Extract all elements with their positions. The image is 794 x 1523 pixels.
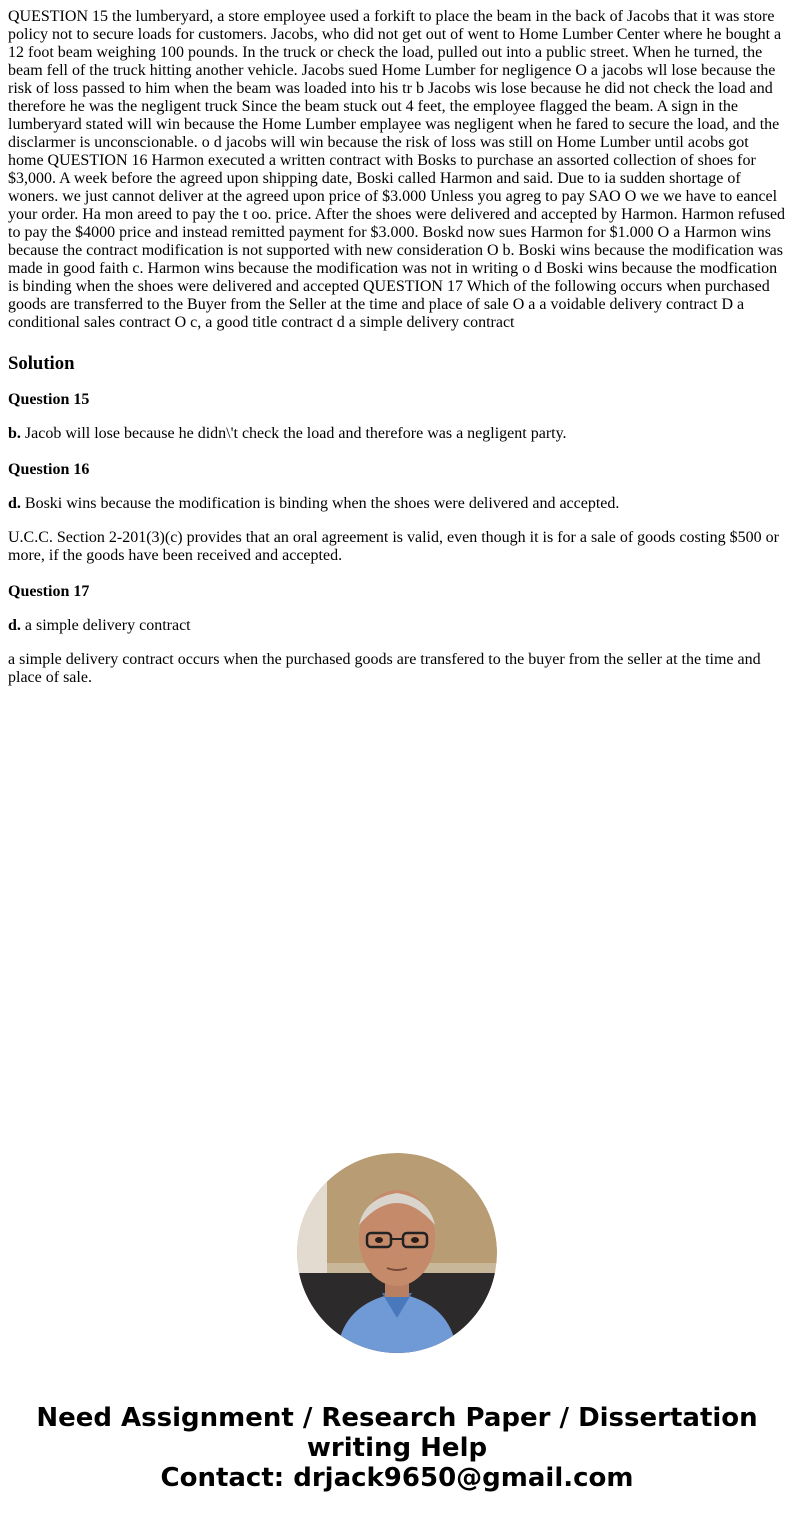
question-17-title: Question 17 xyxy=(8,583,90,600)
question-15-answer xyxy=(8,425,786,443)
question-17-answer xyxy=(8,617,786,635)
promo-line-2: Contact: drjack9650@gmail.com xyxy=(160,1463,634,1493)
question-16-title: Question 16 xyxy=(8,461,90,478)
question-15-title: Question 15 xyxy=(8,391,90,408)
question-16-answer xyxy=(8,495,786,513)
promo-block xyxy=(0,1153,794,1493)
document-body xyxy=(0,0,794,687)
question-text: QUESTION 15 the lumberyard, a store employee used a forkift to place the beam in the back of Jacobs that it was store policy not to secure loads for customers. Jacobs, who did not get out of went to Home Lumber Center where he bought a 12 foot beam weighing 100 pounds. In the truck or check the load, pulled out into a public street. When he turned, the beam fell of the truck hitting another vehicle. Jacobs sued Home Lumber for negligence O a jacobs wll lose because the risk of loss passed to him when the beam was loaded into his tr b Jacobs wis lose because he did not check the load and therefore he was the negligent truck Since the beam stuck out 4 feet, the employee flagged the beam. A sign in the lumberyard stated will win because the Home Lumber emplayee was negligent when he fared to secure the load, and the disclarmer is unconscionable. o d jacobs will win because the risk of loss was still on Home Lumber until acobs got home QUESTION 16 Harmon executed a written contract with Bosks to purchase an assorted collection of shoes for $3,000. A week before the agreed upon shipping date, Boski called Harmon and said. Due to ia sudden shortage of woners. we just cannot deliver at the agreed upon price of $3.000 Unless you agreg to pay SAO O we we have to eancel your order. Ha mon areed to pay the t oo. price. After the shoes were delivered and accepted by Harmon. Harmon refused to pay the $4000 price and instead remitted payment for $3.000. Boskd now sues Harmon for $1.000 O a Harmon wins because the contract modification is not supported with new consideration O b. Boski wins because the modification was made in good faith c. Harmon wins because the modification was not in writing o d Boski wins because the modfication is binding when the shoes were delivered and accepted QUESTION 17 Which of the following occurs when purchased goods are transferred to the Buyer from the Seller at the time and place of sale O a a voidable delivery contract D a conditional sales contract O c, a good title contract d a simple delivery contract xyxy=(8,8,786,331)
question-17-answer-text: a simple delivery contract xyxy=(20,617,191,634)
promo-line-1: Need Assignment / Research Paper / Dissertation writing Help xyxy=(36,1403,758,1463)
question-16-answer-text: Boski wins because the modification is binding when the shoes were delivered and accepted. xyxy=(20,495,620,512)
question-17-explanation: a simple delivery contract occurs when the purchased goods are transfered to the buyer from the seller at the time and place of sale. xyxy=(8,651,761,686)
promo-text xyxy=(0,1403,794,1493)
question-17-answer-letter: d. xyxy=(8,617,21,634)
question-16-answer-letter: d. xyxy=(8,495,21,512)
question-15-answer-letter: b. xyxy=(8,425,21,442)
author-avatar xyxy=(297,1153,497,1353)
solution-heading: Solution xyxy=(8,353,75,374)
question-16-explanation: U.C.C. Section 2-201(3)(c) provides that an oral agreement is valid, even though it is for a sale of goods costing $500 or more, if the goods have been received and accepted. xyxy=(8,529,779,564)
question-15-answer-text: Jacob will lose because he didn\'t check the load and therefore was a negligent party. xyxy=(20,425,567,442)
